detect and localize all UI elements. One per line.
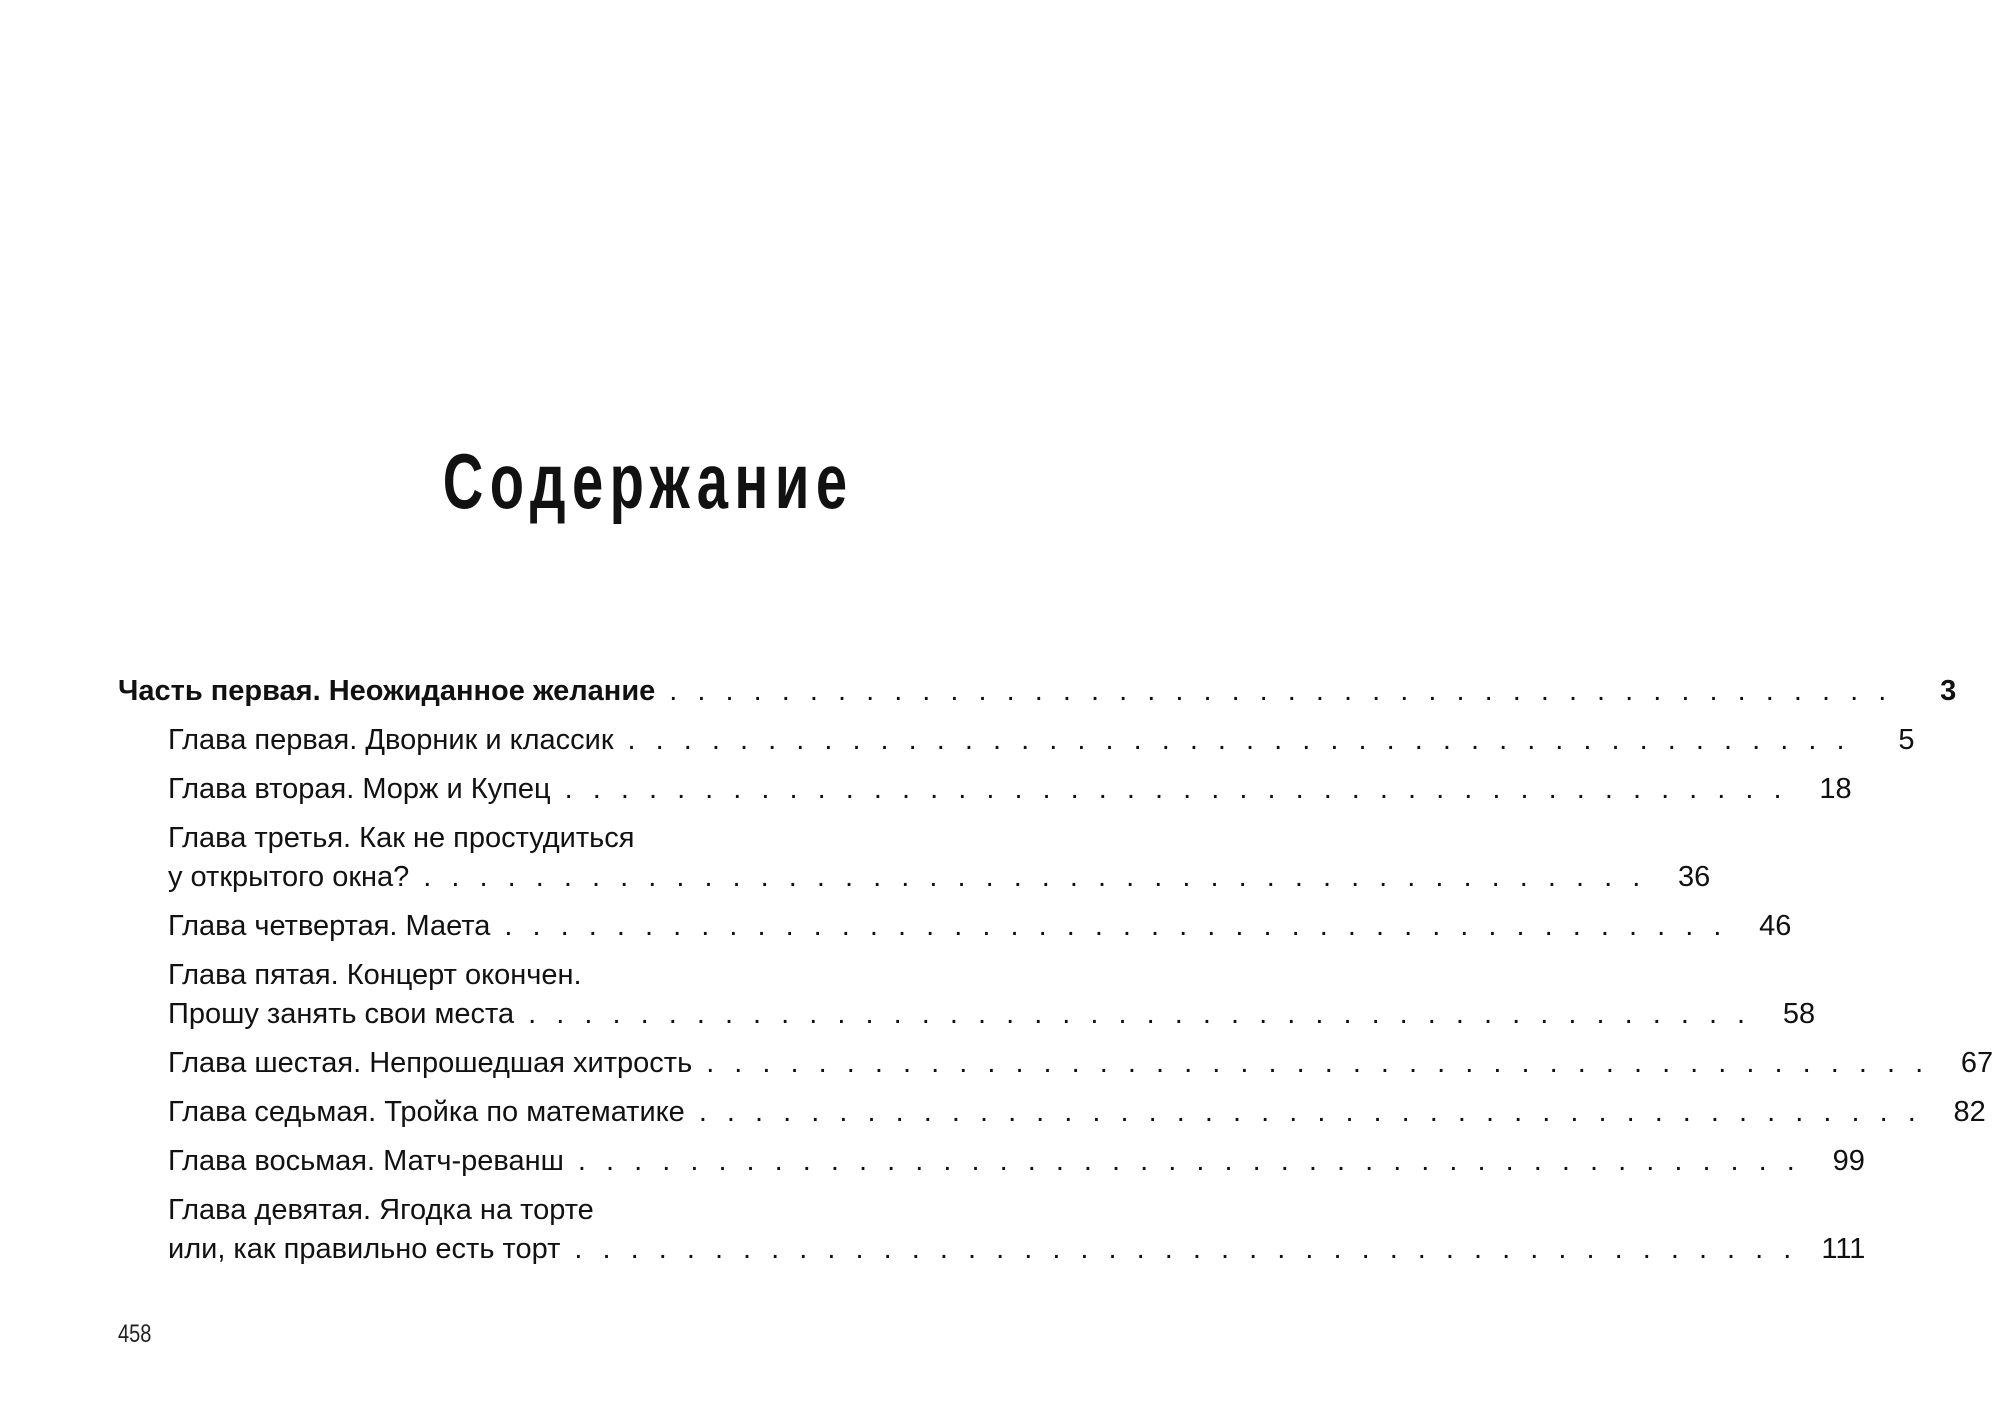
toc-chapter-title: Глава четвертая. Маета — [168, 910, 491, 942]
toc-chapter-title-line2: у открытого окна? — [168, 861, 410, 893]
toc-chapter-title: Глава первая. Дворник и классик — [168, 724, 614, 756]
page-title: Содержание — [443, 437, 854, 525]
toc-page-number: 5 — [1898, 724, 1915, 756]
table-of-contents — [118, 672, 1993, 1279]
toc-page-number: 18 — [1819, 773, 1852, 805]
toc-chapter-entry[interactable] — [168, 1142, 1865, 1181]
page-number-folio: 458 — [118, 1320, 152, 1348]
toc-leader-dots: . . . . . . . . . . . . . . . . . . . . . . . . . . . . . . . . . . . . . . . . . . . . — [698, 1096, 1922, 1128]
toc-chapter-title: Глава вторая. Морж и Купец — [168, 773, 551, 805]
toc-chapter-title: Глава седьмая. Тройка по математике — [168, 1096, 685, 1128]
toc-chapter-title: Глава восьмая. Матч-реванш — [168, 1145, 564, 1177]
toc-page-number: 99 — [1832, 1145, 1865, 1177]
toc-leader-dots: . . . . . . . . . . . . . . . . . . . . . . . . . . . . . . . . . . . . . . . . . . . . — [504, 910, 1728, 942]
toc-leader-dots: . . . . . . . . . . . . . . . . . . . . . . . . . . . . . . . . . . . . . . . . . . . . — [706, 1047, 1930, 1079]
toc-chapter-entry[interactable] — [168, 1191, 1866, 1269]
toc-leader-dots: . . . . . . . . . . . . . . . . . . . . . . . . . . . . . . . . . . . . . . . . . . . . — [577, 1145, 1801, 1177]
toc-chapter-entry[interactable] — [168, 956, 1816, 1034]
toc-chapter-entry[interactable] — [168, 819, 1711, 897]
toc-page-number: 82 — [1953, 1096, 1986, 1128]
toc-page-number: 67 — [1960, 1047, 1993, 1079]
toc-leader-dots: . . . . . . . . . . . . . . . . . . . . . . . . . . . . . . . . . . . . . . . . . . . . — [528, 998, 1752, 1030]
toc-chapter-entry[interactable] — [168, 1093, 1986, 1132]
toc-part-entry[interactable] — [118, 672, 1957, 711]
toc-chapter-entry[interactable] — [168, 770, 1852, 809]
toc-chapter-entry[interactable] — [168, 1044, 1993, 1083]
toc-chapter-entry[interactable] — [168, 721, 1915, 760]
toc-part-title: Часть первая. Неожиданное желание — [118, 675, 656, 707]
toc-chapter-title-line1: Глава пятая. Концерт окончен. — [168, 959, 582, 991]
toc-chapter-title: Глава шестая. Непрошедшая хитрость — [168, 1047, 693, 1079]
toc-chapter-entry[interactable] — [168, 907, 1792, 946]
toc-chapter-title-line1: Глава девятая. Ягодка на торте — [168, 1194, 594, 1226]
toc-chapter-title-line1: Глава третья. Как не простудиться — [168, 822, 635, 854]
toc-leader-dots: . . . . . . . . . . . . . . . . . . . . . . . . . . . . . . . . . . . . . . . . . . . . — [574, 1233, 1798, 1265]
toc-chapter-title-line2: или, как правильно есть торт — [168, 1233, 561, 1265]
toc-page-number: 46 — [1759, 910, 1792, 942]
toc-chapter-title-line2: Прошу занять свои места — [168, 998, 515, 1030]
toc-leader-dots: . . . . . . . . . . . . . . . . . . . . . . . . . . . . . . . . . . . . . . . . . . . . — [627, 724, 1851, 756]
toc-page-number: 3 — [1940, 675, 1957, 707]
toc-leader-dots: . . . . . . . . . . . . . . . . . . . . . . . . . . . . . . . . . . . . . . . . . . . . — [669, 675, 1893, 707]
toc-leader-dots: . . . . . . . . . . . . . . . . . . . . . . . . . . . . . . . . . . . . . . . . . . . . — [423, 861, 1647, 893]
toc-page-number: 111 — [1821, 1233, 1866, 1265]
toc-page-number: 58 — [1782, 998, 1816, 1030]
toc-leader-dots: . . . . . . . . . . . . . . . . . . . . . . . . . . . . . . . . . . . . . . . . . . . . — [564, 773, 1788, 805]
toc-page-number: 36 — [1678, 861, 1711, 893]
